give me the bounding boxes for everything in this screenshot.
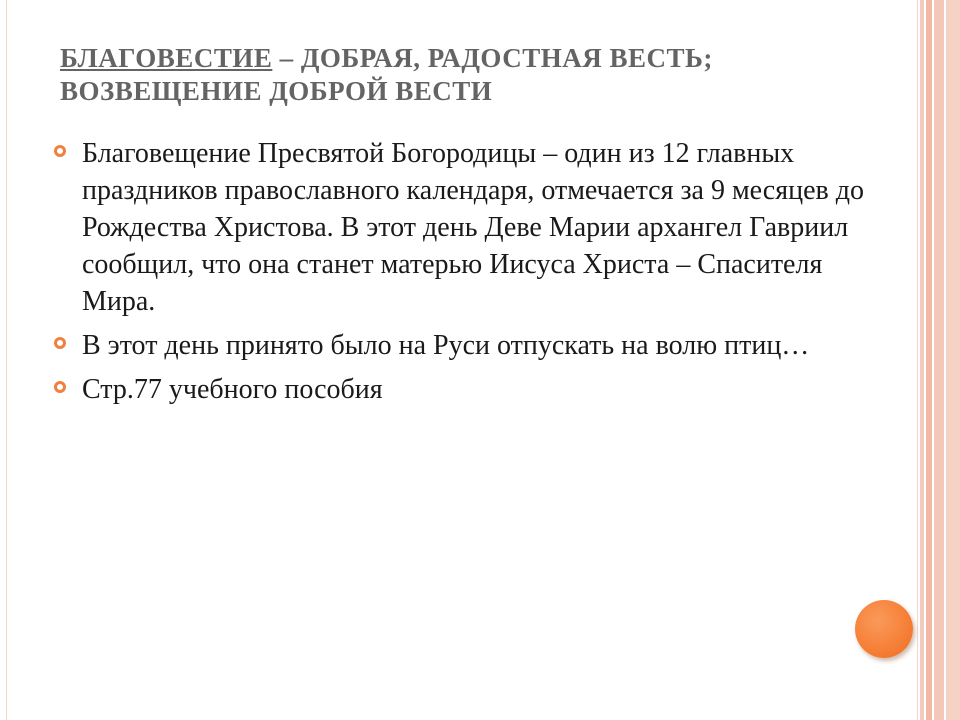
frame-line-left xyxy=(6,0,7,720)
decorative-stripes xyxy=(920,0,960,720)
frame-line-right xyxy=(917,0,918,720)
bullet-text: В этот день принято было на Руси отпускать на волю птиц… xyxy=(82,330,810,361)
bullet-circle-icon xyxy=(54,381,66,393)
bullet-item xyxy=(52,371,872,408)
bullet-text: Стр.77 учебного пособия xyxy=(82,374,383,405)
title-definition: – ДОБРАЯ, РАДОСТНАЯ ВЕСТЬ; ВОЗВЕЩЕНИЕ ДОБРОЙ ВЕСТИ xyxy=(60,43,713,106)
bullet-list xyxy=(52,135,872,415)
decorative-orange-circle xyxy=(855,600,913,658)
bullet-text: Благовещение Пресвятой Богородицы – один из 12 главных праздников православного календаря, отмечается за 9 месяцев до Рождества Христова. В этот день Деве Марии архангел Гавриил сообщил, что она станет матерью Иисуса Христа – Спасителя Мира. xyxy=(82,138,864,317)
bullet-circle-icon xyxy=(54,337,66,349)
bullet-item xyxy=(52,135,872,320)
bullet-item xyxy=(52,327,872,364)
title-keyword: БЛАГОВЕСТИЕ xyxy=(60,43,273,73)
bullet-circle-icon xyxy=(54,145,66,157)
slide-title xyxy=(60,42,880,108)
